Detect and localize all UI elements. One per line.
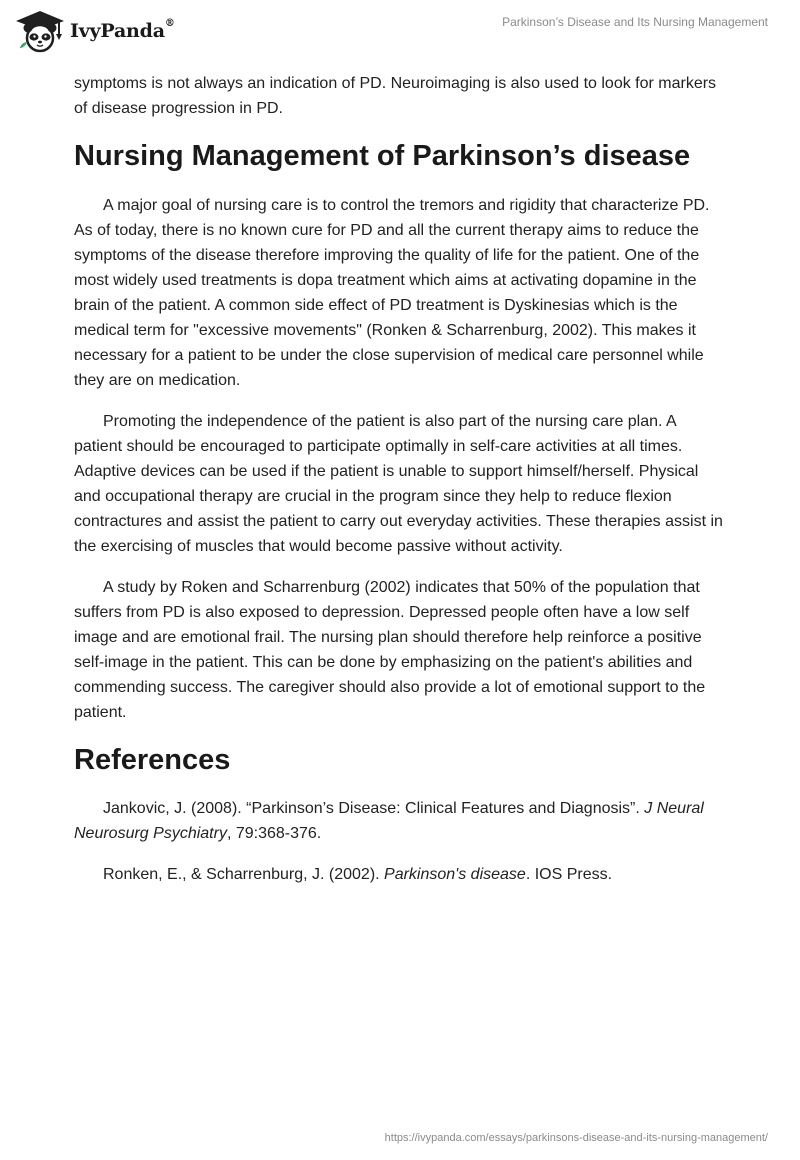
brand-name: IvyPanda® — [70, 18, 175, 42]
reference-item: Ronken, E., & Scharrenburg, J. (2002). Parkinson's disease. IOS Press. — [103, 866, 613, 883]
running-title: Parkinson’s Disease and Its Nursing Management — [502, 15, 768, 29]
reference-item: Jankovic, J. (2008). “Parkinson’s Disease: Clinical Features and Diagnosis”. J Neural Neurosurg Psychiatry, 79:368-376. — [74, 800, 704, 842]
body-paragraph: Promoting the independence of the patient is also part of the nursing care plan. A patient should be encouraged to participate optimally in self-care activities at all times. Adaptive devices can be used if the patient is unable to support himself/herself. Physical and occupational therapy are crucial in the program since they help to reduce flexion contractures and assist the patient to carry out everyday activities. These therapies assist in the exercising of muscles that would become passive without activity. — [74, 413, 723, 555]
journal-title: J Neural Neurosurg Psychiatry — [74, 800, 704, 842]
continued-paragraph: symptoms is not always an indication of PD. Neuroimaging is also used to look for markers of disease progression in PD. — [74, 75, 717, 117]
panda-graduation-cap-icon — [14, 8, 66, 54]
brand-logo[interactable] — [14, 8, 175, 54]
body-paragraph: A major goal of nursing care is to control the tremors and rigidity that characterize PD. As of today, there is no known cure for PD and all the current therapy aims to reduce the symptoms of the disease therefore improving the quality of life for the patient. One of the most widely used treatments is dopa treatment which aims at activating dopamine in the brain of the patient. A common side effect of PD treatment is Dyskinesias which is the medical term for "excessive movements" (Ronken & Scharrenburg, 2002). This makes it necessary for a patient to be under the close supervision of medical care personnel while they are on medication. — [74, 197, 710, 389]
book-title: Parkinson's disease — [384, 866, 526, 883]
essay-content — [74, 71, 726, 903]
body-paragraph: A study by Roken and Scharrenburg (2002) indicates that 50% of the population that suffers from PD is also exposed to depression. Depressed people often have a low self image and are emotional frail. The nursing plan should therefore help reinforce a positive self-image in the patient. This can be done by emphasizing on the patient's abilities and commending success. The caregiver should also provide a lot of emotional support to the patient. — [74, 579, 706, 721]
references-heading: References — [74, 744, 231, 776]
section-heading: Nursing Management of Parkinson’s disease — [74, 140, 691, 172]
page-header — [0, 0, 800, 70]
registered-mark: ® — [164, 18, 175, 29]
source-url[interactable]: https://ivypanda.com/essays/parkinsons-disease-and-its-nursing-management/ — [384, 1132, 768, 1144]
